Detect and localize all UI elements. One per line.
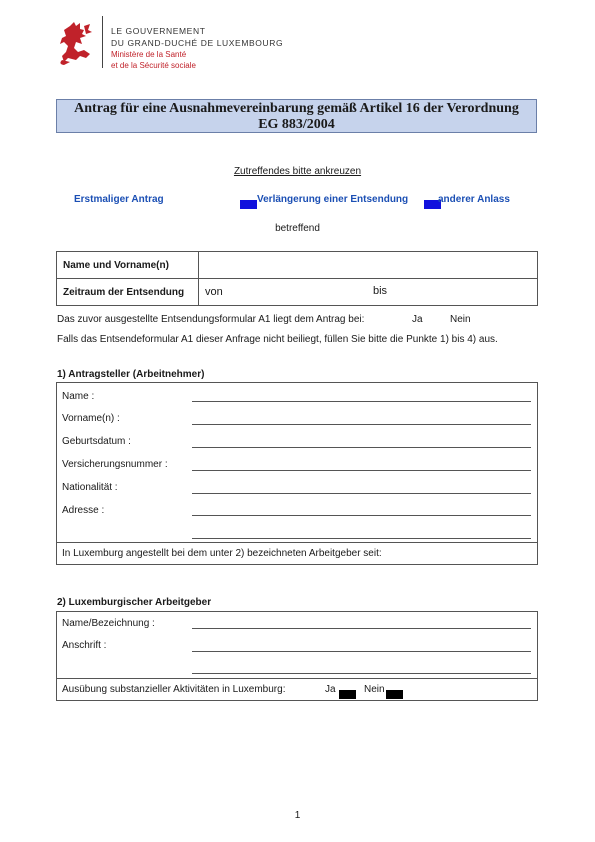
page-number: 1	[294, 810, 301, 821]
employee-name-label: Name :	[62, 391, 95, 402]
address-field-line1[interactable]	[192, 515, 531, 516]
section1-heading: 1) Antragsteller (Arbeitnehmer)	[57, 369, 205, 380]
nationality-label: Nationalität :	[62, 482, 118, 493]
birthdate-field[interactable]	[192, 447, 531, 448]
insurance-number-field[interactable]	[192, 470, 531, 471]
a1-no-option[interactable]: Nein	[450, 314, 471, 325]
option-extension[interactable]: Verlängerung einer Entsendung	[257, 194, 409, 205]
option-other[interactable]: anderer Anlass	[438, 194, 510, 205]
employed-since-text: In Luxemburg angestellt bei dem unter 2) bezeichneten Arbeitgeber seit:	[62, 548, 382, 559]
insurance-number-label: Versicherungsnummer :	[62, 459, 168, 470]
employer-name-field[interactable]	[192, 628, 531, 629]
government-name-line1: LE GOUVERNEMENT	[111, 26, 206, 36]
concerning-text: betreffend	[275, 223, 320, 234]
name-field[interactable]	[199, 252, 538, 279]
section2-heading: 2) Luxemburgischer Arbeitgeber	[57, 597, 212, 608]
nationality-field[interactable]	[192, 493, 531, 494]
a1-yes-option[interactable]: Ja	[412, 314, 423, 325]
period-from-label: von	[205, 286, 223, 298]
substantial-activity-text: Ausübung substanzieller Aktivitäten in Luxemburg:	[62, 684, 286, 695]
a1-missing-text: Falls das Entsendeformular A1 dieser Anfrage nicht beiliegt, füllen Sie bitte die Punkte 1) bis 4) aus.	[57, 334, 498, 345]
employee-firstname-label: Vorname(n) :	[62, 413, 120, 424]
period-label: Zeitraum der Entsendung	[57, 279, 199, 306]
period-to-label: bis	[373, 285, 388, 297]
form-title-line1: Antrag für eine Ausnahmevereinbarung gemäß Artikel 16 der Verordnung	[74, 101, 519, 116]
employer-address-field-line1[interactable]	[192, 651, 531, 652]
form-title-line2: EG 883/2004	[258, 117, 335, 132]
red-lion-icon	[56, 20, 96, 66]
ministry-name-line1: Ministère de la Santé	[111, 50, 187, 59]
address-label: Adresse :	[62, 505, 105, 516]
employee-name-field[interactable]	[192, 401, 531, 402]
option-first-request[interactable]: Erstmaliger Antrag	[74, 194, 164, 205]
employee-firstname-field[interactable]	[192, 424, 531, 425]
address-field-line2[interactable]	[192, 538, 531, 539]
section2-separator	[56, 678, 538, 679]
info-table	[56, 251, 538, 306]
employer-address-label: Anschrift :	[62, 640, 107, 651]
a1-attached-text: Das zuvor ausgestellte Entsendungsformular A1 liegt dem Antrag bei:	[57, 314, 365, 325]
period-field[interactable]	[199, 279, 538, 306]
employer-address-field-line2[interactable]	[192, 673, 531, 674]
instruction-text: Zutreffendes bitte ankreuzen	[233, 166, 362, 177]
employer-name-label: Name/Bezeichnung :	[62, 618, 155, 629]
section1-separator	[56, 542, 538, 543]
form-title-box	[56, 99, 537, 133]
activity-yes-option[interactable]: Ja	[325, 684, 336, 695]
name-label: Name und Vorname(n)	[57, 252, 199, 279]
logo-divider	[102, 16, 103, 68]
activity-yes-checkbox[interactable]	[339, 685, 356, 703]
ministry-name-line2: et de la Sécurité sociale	[111, 61, 196, 70]
birthdate-label: Geburtsdatum :	[62, 436, 131, 447]
option-extension-checkbox[interactable]	[240, 195, 257, 213]
government-name-line2: DU GRAND-DUCHÉ DE LUXEMBOURG	[111, 38, 284, 48]
activity-no-option[interactable]: Nein	[364, 684, 385, 695]
activity-no-checkbox[interactable]	[386, 685, 403, 703]
